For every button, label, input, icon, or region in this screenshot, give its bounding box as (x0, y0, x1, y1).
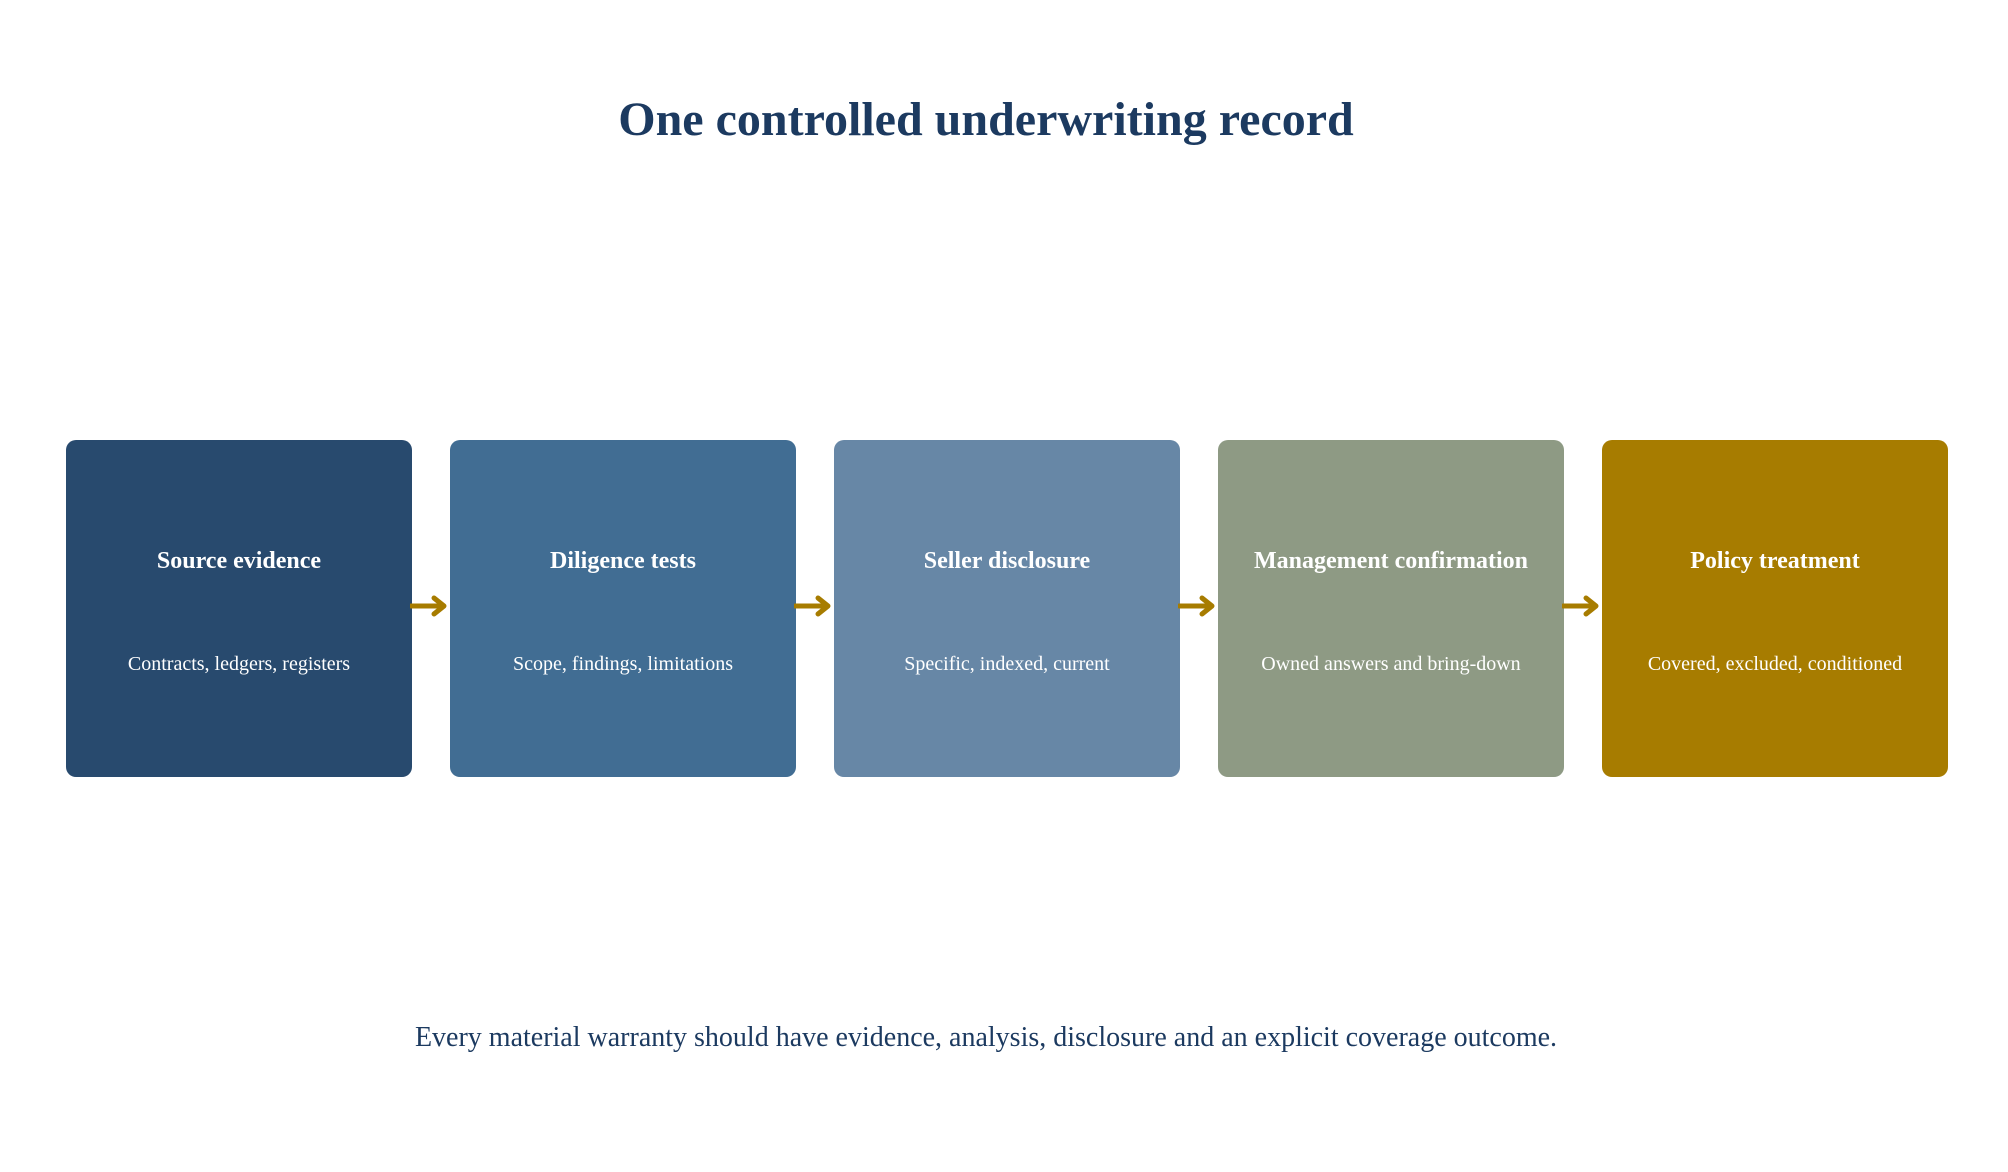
step-seller-disclosure (834, 440, 1180, 777)
step-title: Policy treatment (1690, 548, 1860, 574)
step-title: Source evidence (156, 548, 322, 574)
arrow-icon (1178, 595, 1218, 617)
step-title: Seller disclosure (923, 548, 1091, 574)
step-description: Covered, excluded, conditioned (1647, 653, 1903, 675)
step-description: Scope, findings, limitations (513, 653, 733, 675)
step-description: Specific, indexed, current (904, 653, 1110, 675)
arrow-icon (794, 595, 834, 617)
step-title: Management confirmation (1254, 548, 1528, 574)
step-description: Owned answers and bring-down (1261, 653, 1521, 675)
step-title: Diligence tests (550, 548, 696, 574)
arrow-icon (410, 595, 450, 617)
step-policy-treatment (1602, 440, 1948, 777)
step-diligence-tests (450, 440, 796, 777)
step-management-confirmation (1218, 440, 1564, 777)
step-description: Contracts, ledgers, registers (127, 653, 351, 675)
diagram-title: One controlled underwriting record (618, 93, 1354, 146)
arrow-icon (1562, 595, 1602, 617)
step-source-evidence (66, 440, 412, 777)
footer-note: Every material warranty should have evidence, analysis, disclosure and an explicit coverage outcome. (414, 1022, 1558, 1053)
